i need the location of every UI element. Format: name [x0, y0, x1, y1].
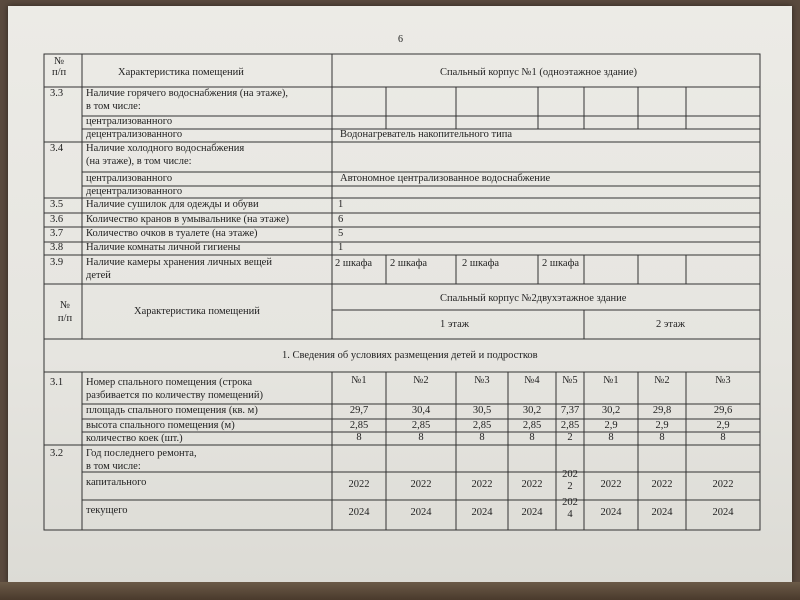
row-label: Наличие холодного водоснабжения: [86, 143, 245, 154]
current-repair-year-cell: 202 4: [562, 497, 578, 520]
row-number: 3.7: [50, 228, 64, 239]
room-number-cell: №1: [603, 375, 619, 386]
row-number: 3.4: [50, 143, 64, 154]
room-area-cell: 7,37: [560, 405, 580, 416]
row-label: детей: [86, 270, 111, 281]
floor-1-header: 1 этаж: [440, 319, 470, 330]
row-number: 3.3: [50, 88, 64, 99]
capital-repair-year-cell: 2022: [471, 479, 493, 490]
capital-repair-year-cell: 2022: [712, 479, 734, 490]
row-value: 1: [338, 199, 344, 210]
row-value: 5: [338, 228, 344, 239]
row-label: текущего: [86, 505, 128, 516]
room-area-cell: 30,4: [411, 405, 431, 416]
row-number: 3.8: [50, 242, 64, 253]
row-label: капитального: [86, 477, 147, 488]
current-repair-year-cell: 2024: [712, 507, 734, 518]
row-label: Наличие комнаты личной гигиены: [86, 242, 241, 253]
row-label: высота спального помещения (м): [86, 420, 235, 431]
room-height-cell: 2,85: [349, 420, 369, 431]
row-value: 1: [338, 242, 344, 253]
room-beds-cell: 8: [659, 432, 665, 443]
capital-repair-year-cell: 2022: [410, 479, 432, 490]
room-area-cell: 29,6: [713, 405, 733, 416]
capital-repair-year-cell: 2022: [521, 479, 543, 490]
row-label: централизованного: [86, 173, 173, 184]
room-number-cell: №3: [474, 375, 490, 386]
room-area-cell: 30,5: [472, 405, 492, 416]
room-height-cell: 2,9: [655, 420, 669, 431]
room-height-cell: 2,9: [716, 420, 730, 431]
row-label: Наличие сушилок для одежды и обуви: [86, 199, 259, 210]
table-surface: [0, 582, 800, 600]
row-label: количество коек (шт.): [86, 433, 183, 444]
room-beds-cell: 8: [608, 432, 614, 443]
floor-2-header: 2 этаж: [656, 319, 686, 330]
section-title: 1. Сведения об условиях размещения детей и подростков: [282, 350, 538, 361]
t2-header-characteristic: Характеристика помещений: [134, 306, 260, 317]
t2-header-number: №: [59, 300, 71, 311]
room-number-cell: №5: [562, 375, 578, 386]
row-label: децентрализованного: [86, 129, 183, 140]
t2-header-building: Спальный корпус №2двухэтажное здание: [440, 293, 627, 304]
row-value: Водонагреватель накопительного типа: [340, 129, 513, 140]
row-number: 3.5: [50, 199, 64, 210]
capital-repair-year-cell: 202 2: [562, 469, 578, 492]
room-beds-cell: 8: [529, 432, 535, 443]
row-label: Номер спального помещения (строка: [86, 377, 253, 388]
room-area-cell: 29,8: [652, 405, 672, 416]
current-repair-year-cell: 2024: [521, 507, 543, 518]
room-beds-cell: 8: [720, 432, 726, 443]
row-label: Количество кранов в умывальнике (на этаже): [86, 214, 290, 225]
capital-repair-year-cell: 2022: [651, 479, 673, 490]
page-number: 6: [398, 34, 403, 45]
storage-cell: 2 шкафа: [542, 258, 580, 269]
row-label: (на этаже), в том числе:: [86, 156, 192, 167]
current-repair-year-cell: 2024: [410, 507, 432, 518]
capital-repair-year-cell: 2022: [600, 479, 622, 490]
storage-cell: 2 шкафа: [390, 258, 428, 269]
room-height-cell: 2,85: [411, 420, 431, 431]
room-number-cell: №2: [413, 375, 429, 386]
row-label: децентрализованного: [86, 186, 183, 197]
row-label: площадь спального помещения (кв. м): [86, 405, 258, 416]
room-beds-cell: 8: [418, 432, 424, 443]
room-height-cell: 2,85: [560, 420, 580, 431]
room-beds-cell: 8: [479, 432, 485, 443]
capital-repair-year-cell: 2022: [348, 479, 370, 490]
row-number: 3.6: [50, 214, 64, 225]
room-number-cell: №3: [715, 375, 731, 386]
row-label: централизованного: [86, 116, 173, 127]
t2-header-number: п/п: [57, 313, 73, 324]
current-repair-year-cell: 2024: [471, 507, 493, 518]
current-repair-year-cell: 2024: [600, 507, 622, 518]
current-repair-year-cell: 2024: [651, 507, 673, 518]
room-number-cell: №2: [654, 375, 670, 386]
row-number: 3.9: [50, 257, 64, 268]
room-beds-cell: 8: [356, 432, 362, 443]
room-height-cell: 2,85: [522, 420, 542, 431]
row-label: Количество очков в туалете (на этаже): [86, 228, 258, 239]
room-number-cell: №4: [524, 375, 540, 386]
room-area-cell: 30,2: [601, 405, 621, 416]
row-label: разбивается по количеству помещений): [86, 390, 264, 401]
room-number-cell: №1: [351, 375, 367, 386]
storage-cell: 2 шкафа: [462, 258, 500, 269]
room-height-cell: 2,85: [472, 420, 492, 431]
row-label: Наличие камеры хранения личных вещей: [86, 257, 272, 268]
t1-header-building: Спальный корпус №1 (одноэтажное здание): [440, 67, 637, 78]
row-label: в том числе:: [86, 101, 141, 112]
row-number: 3.2: [50, 448, 64, 459]
row-label: Наличие горячего водоснабжения (на этаже),: [86, 88, 288, 99]
room-height-cell: 2,9: [604, 420, 618, 431]
room-area-cell: 29,7: [349, 405, 369, 416]
room-beds-cell: 2: [567, 432, 573, 443]
row-label: Год последнего ремонта,: [86, 448, 197, 459]
row-label: в том числе:: [86, 461, 141, 472]
current-repair-year-cell: 2024: [348, 507, 370, 518]
t1-header-number: № п/п: [52, 56, 67, 78]
row-value: 6: [338, 214, 344, 225]
row-value: Автономное централизованное водоснабжение: [340, 173, 551, 184]
room-area-cell: 30,2: [522, 405, 542, 416]
row-number: 3.1: [50, 377, 64, 388]
storage-cell: 2 шкафа: [335, 258, 373, 269]
t1-header-characteristic: Характеристика помещений: [118, 67, 244, 78]
